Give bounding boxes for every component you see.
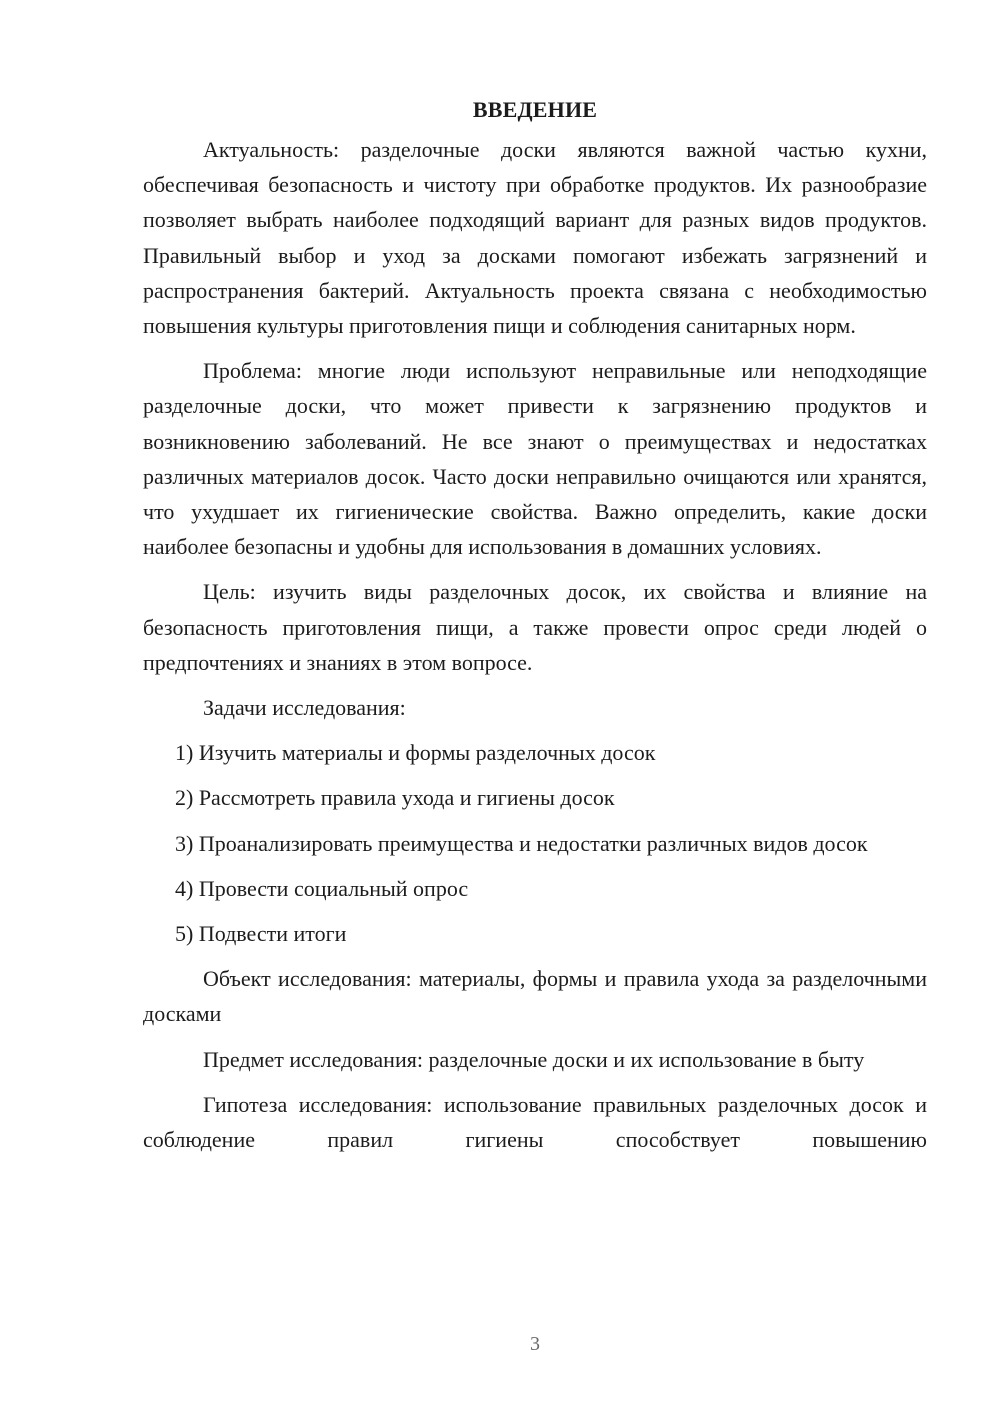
page-content	[143, 92, 927, 1167]
tasks-heading: Задачи исследования:	[203, 695, 406, 721]
page-title: ВВЕДЕНИЕ	[472, 97, 598, 122]
goal-paragraph: Цель: изучить виды разделочных досок, их свойства и влияние на безопасность приготовления пищи, а также провести опрос среди людей о предпочтениях и знаниях в этом вопросе.	[143, 579, 927, 675]
problem-paragraph: Проблема: многие люди используют неправильные или неподходящие разделочные доски, что может привести к загрязнению продуктов и возникновению заболеваний. Не все знают о преимуществах и недостатках различных материалов досок. Часто доски неправильно очищаются или хранятся, что ухудшает их гигиенические свойства. Важно определить, какие доски наиболее безопасны и удобны для использования в домашних условиях.	[143, 358, 927, 560]
task-item: 1) Изучить материалы и формы разделочных досок	[175, 740, 656, 766]
object-paragraph: Объект исследования: материалы, формы и правила ухода за разделочными досками	[143, 966, 927, 1027]
page-number: 3	[530, 1333, 540, 1355]
task-item: 5) Подвести итоги	[175, 921, 347, 947]
task-item: 2) Рассмотреть правила ухода и гигиены досок	[175, 785, 615, 811]
subject-paragraph: Предмет исследования: разделочные доски и их использование в быту	[203, 1046, 865, 1072]
hypothesis-paragraph: Гипотеза исследования: использование правильных разделочных досок и соблюдение правил гигиены способствует повышению	[143, 1091, 927, 1153]
task-item: 3) Проанализировать преимущества и недостатки различных видов досок	[175, 830, 868, 856]
task-item: 4) Провести социальный опрос	[175, 875, 469, 901]
relevance-paragraph: Актуальность: разделочные доски являются важной частью кухни, обеспечивая безопасность и чистоту при обработке продуктов. Их разнообразие позволяет выбрать наиболее подходящий вариант для разных видов продуктов. Правильный выбор и уход за досками помогают избежать загрязнений и распространения бактерий. Актуальность проекта связана с необходимостью повышения культуры приготовления пищи и соблюдения санитарных норм.	[143, 137, 927, 339]
